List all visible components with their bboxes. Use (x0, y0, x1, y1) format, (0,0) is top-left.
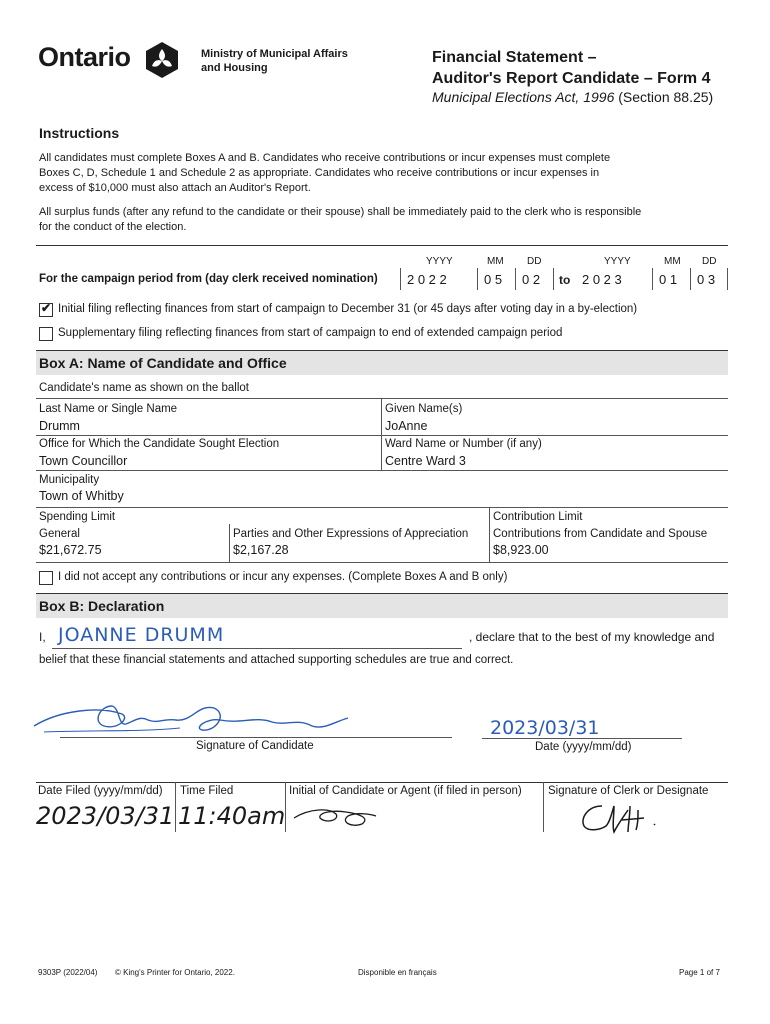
initial-label: Initial of Candidate or Agent (if filed in person) (289, 785, 522, 797)
to-year-heading: YYYY (604, 256, 631, 267)
form-title: Financial Statement – Auditor's Report Candidate – Form 4 (432, 49, 711, 87)
given-name-value[interactable]: JoAnne (385, 419, 428, 433)
time-filed-label: Time Filed (180, 785, 234, 797)
period-to-label: to (559, 273, 571, 287)
contrib-candidate-label: Contributions from Candidate and Spouse (493, 528, 708, 540)
parties-value[interactable]: $2,167.28 (233, 543, 289, 557)
candidate-signature[interactable] (30, 696, 360, 746)
belief-text: belief that these financial statements and attached supporting schedules are true and correct. (39, 654, 514, 666)
no-contributions-checkbox[interactable] (39, 571, 53, 585)
signature-label: Signature of Candidate (196, 740, 314, 752)
municipality-label: Municipality (39, 474, 100, 486)
footer-french-link[interactable]: Disponible en français (358, 968, 437, 977)
contrib-candidate-value[interactable]: $8,923.00 (493, 543, 549, 557)
date-filed-label: Date Filed (yyyy/mm/dd) (38, 785, 163, 797)
from-month: 0 5 (484, 272, 503, 287)
instructions-paragraph-1: All candidates must complete Boxes A and B. Candidates who receive contributions or incur expenses must complete Boxes C, D, Schedule 1 and Schedule 2 as appropriate. Candidates who receive contributions or incur expenses in excess of $10,000 must also attach an Auditor's Report. (39, 152, 611, 194)
act-reference: Municipal Elections Act, 1996 (Section 88.25) (432, 89, 714, 105)
declaration-i-label: I, (39, 630, 46, 644)
general-value[interactable]: $21,672.75 (39, 543, 102, 557)
to-day-heading: DD (702, 256, 717, 267)
clerk-signature[interactable] (572, 800, 672, 836)
initial-filing-label: Initial filing reflecting finances from start of campaign to December 31 (or 45 days after voting day in a by-election) (58, 303, 638, 315)
checkmark-icon: ✔ (41, 301, 52, 315)
ward-value[interactable]: Centre Ward 3 (385, 454, 466, 468)
supplementary-filing-checkbox[interactable] (39, 327, 53, 341)
brand-wordmark: Ontario (38, 42, 131, 72)
declare-text: , declare that to the best of my knowledge and (469, 630, 715, 644)
from-day-heading: DD (527, 256, 542, 267)
from-year: 2 0 2 2 (407, 272, 447, 287)
instructions-heading: Instructions (39, 125, 120, 141)
to-month: 0 1 (659, 272, 678, 287)
initial-filing-checkbox[interactable] (39, 303, 53, 317)
declarant-name-handwritten[interactable]: JOANNE DRUMM (58, 624, 225, 646)
to-year: 2 0 2 3 (582, 272, 622, 287)
from-month-heading: MM (487, 256, 504, 267)
date-label: Date (yyyy/mm/dd) (535, 741, 632, 753)
candidate-initial-signature[interactable] (290, 804, 380, 830)
given-name-label: Given Name(s) (385, 403, 463, 415)
campaign-period-label: For the campaign period from (day clerk received nomination) (39, 273, 378, 285)
declaration-date-handwritten[interactable]: 2023/03/31 (490, 717, 600, 739)
instructions-paragraph-2: All surplus funds (after any refund to the candidate or their spouse) shall be immediately paid to the clerk who is responsible for the conduct of the election. (39, 206, 642, 233)
to-day: 0 3 (697, 272, 716, 287)
spending-limit-label: Spending Limit (39, 511, 116, 523)
box-a-header: Box A: Name of Candidate and Office (36, 351, 728, 375)
office-label: Office for Which the Candidate Sought Election (39, 438, 280, 450)
general-label: General (39, 528, 80, 540)
from-day: 0 2 (522, 272, 541, 287)
contribution-limit-label: Contribution Limit (493, 511, 583, 523)
clerk-signature-label: Signature of Clerk or Designate (548, 785, 709, 797)
ballot-note: Candidate's name as shown on the ballot (39, 382, 249, 394)
divider (36, 245, 728, 246)
footer-page-number: Page 1 of 7 (679, 968, 720, 977)
from-year-heading: YYYY (426, 256, 453, 267)
box-b-header: Box B: Declaration (36, 594, 728, 618)
office-value[interactable]: Town Councillor (39, 454, 128, 468)
ward-label: Ward Name or Number (if any) (385, 438, 542, 450)
date-filed-handwritten[interactable]: 2023/03/31 (36, 802, 175, 830)
trillium-logo-icon (142, 40, 182, 80)
to-month-heading: MM (664, 256, 681, 267)
supplementary-filing-label: Supplementary filing reflecting finances from start of campaign to end of extended campaign period (58, 327, 563, 339)
last-name-value[interactable]: Drumm (39, 419, 80, 433)
ministry-name: Ministry of Municipal Affairs and Housing (201, 48, 348, 74)
footer-copyright: © King's Printer for Ontario, 2022. (115, 968, 235, 977)
time-filed-handwritten[interactable]: 11:40am (178, 802, 286, 830)
no-contributions-label: I did not accept any contributions or incur any expenses. (Complete Boxes A and B only) (58, 571, 508, 583)
footer-form-code: 9303P (2022/04) (38, 968, 98, 977)
parties-label: Parties and Other Expressions of Appreciation (233, 528, 469, 540)
last-name-label: Last Name or Single Name (39, 403, 178, 415)
municipality-value[interactable]: Town of Whitby (39, 489, 124, 503)
